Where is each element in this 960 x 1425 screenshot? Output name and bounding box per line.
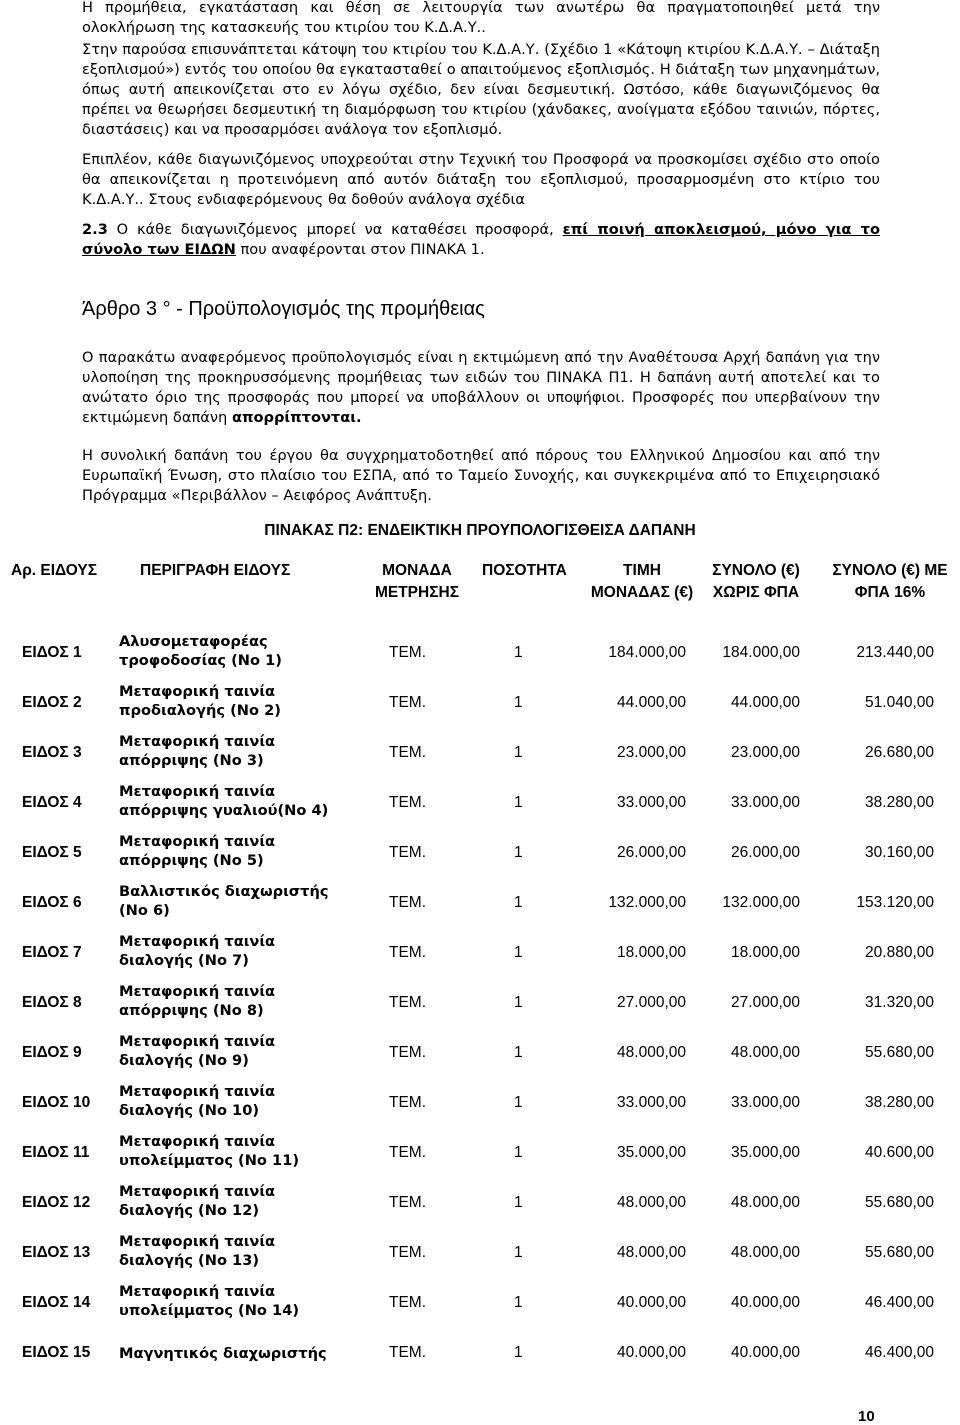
total-gross: 55.680,00	[865, 1244, 934, 1261]
total-gross: 55.680,00	[865, 1044, 934, 1061]
unit-price: 48.000,00	[617, 1244, 686, 1261]
total-gross: 51.040,00	[865, 694, 934, 711]
table-row	[0, 680, 960, 730]
total-gross: 38.280,00	[865, 1094, 934, 1111]
unit-of-measure: ΤΕΜ.	[389, 794, 427, 811]
unit-price: 35.000,00	[617, 1144, 686, 1161]
table-row	[0, 730, 960, 780]
item-description-line1: Μεταφορική ταινία	[119, 1033, 276, 1050]
item-description-line1: Μεταφορική ταινία	[119, 1233, 276, 1250]
total-gross: 46.400,00	[865, 1344, 934, 1361]
table-row	[0, 880, 960, 930]
item-description-line1: Μαγνητικός διαχωριστής	[119, 1345, 327, 1362]
quantity: 1	[514, 794, 523, 811]
quantity: 1	[514, 1294, 523, 1311]
unit-price: 33.000,00	[617, 794, 686, 811]
total-gross: 20.880,00	[865, 944, 934, 961]
unit-of-measure: ΤΕΜ.	[389, 1044, 427, 1061]
table-row	[0, 1280, 960, 1330]
item-description	[119, 1344, 327, 1363]
item-description-line1: Μεταφορική ταινία	[119, 1283, 276, 1300]
item-description	[119, 1232, 275, 1270]
header-description: ΠΕΡΙΓΡΑΦΗ ΕΙΔΟΥΣ	[140, 562, 291, 579]
item-description	[119, 682, 281, 720]
item-description-line2: απόρριψης (Νο 8)	[119, 1002, 264, 1019]
total-net: 27.000,00	[731, 994, 800, 1011]
quantity: 1	[514, 744, 523, 761]
item-description-line2: διαλογής (Νο 10)	[119, 1102, 260, 1119]
paragraph-funding: Η συνολική δαπάνη του έργου θα συγχρηματοδοτηθεί από πόρους του Ελληνικού Δημοσίου και από την Ευρωπαϊκή Ένωση, στο πλαίσιο του ΕΣΠΑ, από το Ταμείο Συνοχής, και συγκεκριμένα από το Επιχειρησιακό Πρόγραμμα «Περιβάλλον – Αειφόρος Ανάπτυξη.	[82, 447, 880, 504]
header-quantity: ΠΟΣΟΤΗΤΑ	[482, 562, 567, 579]
table-row	[0, 1230, 960, 1280]
quantity: 1	[514, 1194, 523, 1211]
unit-of-measure: ΤΕΜ.	[389, 994, 427, 1011]
unit-of-measure: ΤΕΜ.	[389, 894, 427, 911]
unit-price: 26.000,00	[617, 844, 686, 861]
item-code: ΕΙΔΟΣ 15	[22, 1344, 91, 1361]
table-title: ΠΙΝΑΚΑΣ Π2: ΕΝΔΕΙΚΤΙΚΗ ΠΡΟΥΠΟΛΟΓΙΣΘΕΙΣΑ ΔΑΠΑΝΗ	[264, 522, 696, 539]
item-description-line2: διαλογής (Νο 7)	[119, 952, 249, 969]
item-description-line2: υπολείμματος (Νο 11)	[119, 1152, 300, 1169]
total-net: 18.000,00	[731, 944, 800, 961]
total-gross: 46.400,00	[865, 1294, 934, 1311]
unit-price: 48.000,00	[617, 1194, 686, 1211]
table-row	[0, 980, 960, 1030]
item-description	[119, 1082, 275, 1120]
item-description-line1: Μεταφορική ταινία	[119, 1083, 276, 1100]
table-row	[0, 780, 960, 830]
item-description-line2: (Νο 6)	[119, 902, 170, 919]
paragraph-floorplan: Στην παρούσα επισυνάπτεται κάτοψη του κτιρίου του Κ.Δ.Α.Υ. (Σχέδιο 1 «Κάτοψη κτιρίου Κ.Δ.Α.Υ. – Διάταξη εξοπλισμού») εντός του οποίου θα εγκατασταθεί ο απαιτούμενος εξοπλισμός. Η διάταξη των μηχανημάτων, όπως αυτή απεικονίζεται στο εν λόγω σχέδιο, δεν είναι δεσμευτική. Ωστόσο, κάθε διαγωνιζόμενος θα πρέπει να θεωρήσει δεσμευτική τη διαμόρφωση του κτιρίου (χάνδακες, ανοίγματα εξόδου ταινιών, πόρτες, διαστάσεις) και να προσαρμόσει ανάλογα τον εξοπλισμό.	[82, 41, 880, 138]
table-row	[0, 1330, 960, 1380]
item-description	[119, 1282, 299, 1320]
unit-of-measure: ΤΕΜ.	[389, 1094, 427, 1111]
item-description	[119, 782, 328, 820]
table-row	[0, 930, 960, 980]
item-code: ΕΙΔΟΣ 1	[22, 644, 82, 661]
unit-of-measure: ΤΕΜ.	[389, 1294, 427, 1311]
item-description	[119, 1132, 299, 1170]
item-code: ΕΙΔΟΣ 10	[22, 1094, 91, 1111]
total-net: 23.000,00	[731, 744, 800, 761]
item-description-line1: Μεταφορική ταινία	[119, 733, 276, 750]
unit-price: 40.000,00	[617, 1294, 686, 1311]
item-code: ΕΙΔΟΣ 13	[22, 1244, 91, 1261]
total-net: 35.000,00	[731, 1144, 800, 1161]
unit-price: 33.000,00	[617, 1094, 686, 1111]
quantity: 1	[514, 994, 523, 1011]
item-description-line2: διαλογής (Νο 9)	[119, 1052, 249, 1069]
item-description	[119, 932, 275, 970]
total-net: 48.000,00	[731, 1044, 800, 1061]
item-description-line1: Μεταφορική ταινία	[119, 1133, 276, 1150]
total-gross: 55.680,00	[865, 1194, 934, 1211]
item-code: ΕΙΔΟΣ 11	[22, 1144, 90, 1161]
quantity: 1	[514, 894, 523, 911]
table-row	[0, 630, 960, 680]
total-net: 33.000,00	[731, 1094, 800, 1111]
item-description-line1: Αλυσομεταφορέας	[119, 633, 268, 650]
item-code: ΕΙΔΟΣ 4	[22, 794, 82, 811]
item-description	[119, 1032, 275, 1070]
quantity: 1	[514, 1094, 523, 1111]
quantity: 1	[514, 1344, 523, 1361]
article-title: Άρθρο 3 ° - Προϋπολογισμός της προμήθειας	[82, 298, 485, 320]
total-gross: 26.680,00	[865, 744, 934, 761]
header-unit-price: ΤΙΜΗ ΜΟΝΑΔΑΣ (€)	[590, 562, 694, 601]
item-description-line1: Μεταφορική ταινία	[119, 983, 276, 1000]
item-description	[119, 632, 282, 670]
header-code: Αρ. ΕΙΔΟΥΣ	[11, 562, 98, 579]
unit-price: 18.000,00	[617, 944, 686, 961]
item-code: ΕΙΔΟΣ 14	[22, 1294, 91, 1311]
item-description	[119, 832, 275, 870]
clause-number: 2.3	[82, 221, 108, 238]
header-total-gross: ΣΥΝΟΛΟ (€) ΜΕ ΦΠΑ 16%	[832, 562, 948, 601]
unit-of-measure: ΤΕΜ.	[389, 1194, 427, 1211]
table-row	[0, 1130, 960, 1180]
item-code: ΕΙΔΟΣ 2	[22, 694, 82, 711]
item-description-line2: τροφοδοσίας (Νο 1)	[119, 652, 282, 669]
unit-price: 40.000,00	[617, 1344, 686, 1361]
item-description-line1: Μεταφορική ταινία	[119, 783, 276, 800]
total-gross: 153.120,00	[856, 894, 934, 911]
quantity: 1	[514, 1244, 523, 1261]
total-gross: 213.440,00	[856, 644, 934, 661]
item-description	[119, 882, 329, 920]
quantity: 1	[514, 694, 523, 711]
clause-text: Ο κάθε διαγωνιζόμενος μπορεί να καταθέσει προσφορά,	[107, 221, 563, 238]
total-net: 48.000,00	[731, 1244, 800, 1261]
clause-emphasis: επί ποινή αποκλεισμού, μόνο για το σύνολο των ΕΙΔΩΝ	[82, 221, 880, 258]
total-net: 40.000,00	[731, 1294, 800, 1311]
total-net: 44.000,00	[731, 694, 800, 711]
unit-price: 23.000,00	[617, 744, 686, 761]
item-description-line2: απόρριψης (Νο 3)	[119, 752, 264, 769]
paragraph-offer-scope	[82, 220, 880, 260]
total-net: 132.000,00	[722, 894, 800, 911]
unit-price: 44.000,00	[617, 694, 686, 711]
unit-of-measure: ΤΕΜ.	[389, 744, 427, 761]
item-code: ΕΙΔΟΣ 12	[22, 1194, 91, 1211]
total-gross: 40.600,00	[865, 1144, 934, 1161]
budget-emphasis: απορρίπτονται.	[231, 409, 362, 426]
unit-of-measure: ΤΕΜ.	[389, 644, 427, 661]
total-net: 33.000,00	[731, 794, 800, 811]
total-gross: 30.160,00	[865, 844, 934, 861]
item-description-line1: Μεταφορική ταινία	[119, 833, 276, 850]
item-code: ΕΙΔΟΣ 9	[22, 1044, 82, 1061]
item-description-line1: Βαλλιστικός διαχωριστής	[119, 883, 329, 900]
table-row	[0, 830, 960, 880]
item-description-line2: απόρριψης (Νο 5)	[119, 852, 264, 869]
table-row	[0, 1180, 960, 1230]
header-unit: ΜΟΝΑΔΑ ΜΕΤΡΗΣΗΣ	[374, 562, 460, 601]
paragraph-budget	[82, 348, 880, 428]
table-row	[0, 1080, 960, 1130]
quantity: 1	[514, 1144, 523, 1161]
item-code: ΕΙΔΟΣ 6	[22, 894, 82, 911]
item-description-line2: προδιαλογής (Νο 2)	[119, 702, 281, 719]
item-description	[119, 732, 275, 770]
unit-of-measure: ΤΕΜ.	[389, 694, 427, 711]
budget-text: Ο παρακάτω αναφερόμενος προϋπολογισμός είναι η εκτιμώμενη από την Αναθέτουσα Αρχή δαπάνη για την υλοποίηση της προκηρυσσόμενης προμήθειας των ειδών του ΠΙΝΑΚΑ Π1. Η δαπάνη αυτή αποτελεί και το ανώτατο όριο της προσφοράς που μπορεί να υποβάλλουν οι υποψήφιοι. Προσφορές που υπερβαίνουν την εκτιμώμενη δαπάνη	[82, 349, 880, 426]
total-net: 184.000,00	[722, 644, 800, 661]
unit-price: 184.000,00	[608, 644, 686, 661]
item-description-line2: διαλογής (Νο 12)	[119, 1202, 260, 1219]
item-description-line1: Μεταφορική ταινία	[119, 683, 276, 700]
clause-tail: που αναφέρονται στον ΠΙΝΑΚΑ 1.	[235, 241, 485, 258]
item-code: ΕΙΔΟΣ 5	[22, 844, 82, 861]
unit-of-measure: ΤΕΜ.	[389, 1144, 427, 1161]
total-net: 48.000,00	[731, 1194, 800, 1211]
header-total-net: ΣΥΝΟΛΟ (€) ΧΩΡΙΣ ΦΠΑ	[712, 562, 800, 601]
page-number: 10	[858, 1408, 875, 1425]
total-net: 26.000,00	[731, 844, 800, 861]
paragraph-technical-offer: Επιπλέον, κάθε διαγωνιζόμενος υποχρεούται στην Τεχνική του Προσφορά να προσκομίσει σχέδιο στο οποίο θα απεικονίζεται η προτεινόμενη από αυτόν διάταξη του εξοπλισμού, προσαρμοσμένη στο κτίριο του Κ.Δ.Α.Υ.. Στους ενδιαφερόμενους θα δοθούν ανάλογα σχέδια	[82, 151, 880, 208]
unit-of-measure: ΤΕΜ.	[389, 1244, 427, 1261]
total-gross: 38.280,00	[865, 794, 934, 811]
item-description-line2: υπολείμματος (Νο 14)	[119, 1302, 300, 1319]
item-code: ΕΙΔΟΣ 7	[22, 944, 82, 961]
quantity: 1	[514, 944, 523, 961]
quantity: 1	[514, 644, 523, 661]
unit-of-measure: ΤΕΜ.	[389, 944, 427, 961]
total-net: 40.000,00	[731, 1344, 800, 1361]
unit-price: 27.000,00	[617, 994, 686, 1011]
unit-of-measure: ΤΕΜ.	[389, 844, 427, 861]
table-row	[0, 1030, 960, 1080]
item-description	[119, 982, 275, 1020]
paragraph-intro: Η προμήθεια, εγκατάσταση και θέση σε λειτουργία των ανωτέρω θα πραγματοποιηθεί μετά την ολοκλήρωση της κατασκευής του κτιρίου του Κ.Δ.Α.Υ..	[82, 0, 880, 36]
item-code: ΕΙΔΟΣ 8	[22, 994, 82, 1011]
item-description	[119, 1182, 275, 1220]
item-description-line2: απόρριψης γυαλιού(Νο 4)	[119, 802, 329, 819]
item-code: ΕΙΔΟΣ 3	[22, 744, 82, 761]
unit-price: 48.000,00	[617, 1044, 686, 1061]
unit-of-measure: ΤΕΜ.	[389, 1344, 427, 1361]
total-gross: 31.320,00	[865, 994, 934, 1011]
item-description-line1: Μεταφορική ταινία	[119, 933, 276, 950]
quantity: 1	[514, 844, 523, 861]
unit-price: 132.000,00	[608, 894, 686, 911]
item-description-line1: Μεταφορική ταινία	[119, 1183, 276, 1200]
item-description-line2: διαλογής (Νο 13)	[119, 1252, 260, 1269]
quantity: 1	[514, 1044, 523, 1061]
